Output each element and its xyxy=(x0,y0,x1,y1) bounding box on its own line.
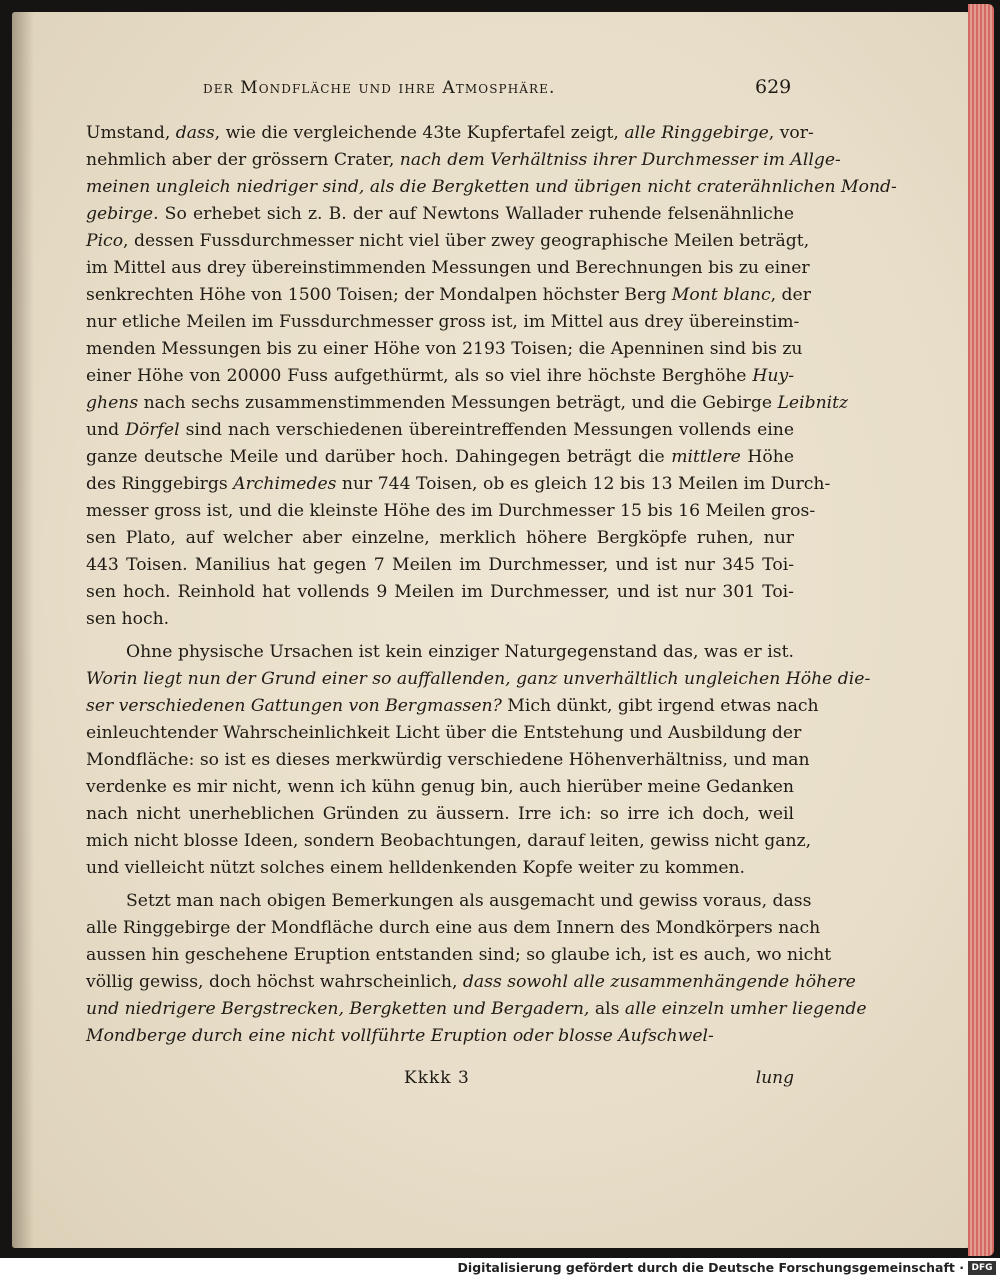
text-span: sind nach verschiedenen übereintreffenden Messungen vollends eine xyxy=(179,420,794,440)
text-line xyxy=(86,525,794,552)
text-line xyxy=(86,747,810,774)
page-footer xyxy=(86,1068,794,1094)
text-line xyxy=(86,774,794,801)
text-span: und xyxy=(86,420,126,440)
text-line xyxy=(86,639,794,666)
text-line xyxy=(86,720,802,747)
page-number: 629 xyxy=(755,76,792,98)
text-line xyxy=(86,336,803,363)
text-span: sen hoch. xyxy=(86,609,170,629)
italic-text: meinen ungleich niedriger sind, als die Bergketten und übrigen nicht craterähnlichen Mond- xyxy=(86,177,897,197)
italic-text: ser verschiedenen Gattungen von Bergmassen? xyxy=(86,696,502,716)
text-span: nur 744 Toisen, ob es gleich 12 bis 13 Meilen im Durch- xyxy=(336,474,831,494)
italic-text: alle Ringgebirge xyxy=(624,123,769,143)
text-span: ganze deutsche Meile und darüber hoch. Dahingegen beträgt die xyxy=(86,447,672,467)
text-line xyxy=(86,693,819,720)
text-line xyxy=(86,471,831,498)
text-span: 443 Toisen. Manilius hat gegen 7 Meilen im Durchmesser, und ist nur 345 Toi- xyxy=(86,555,794,575)
paragraph xyxy=(86,639,871,882)
text-line xyxy=(86,444,794,471)
italic-text: ghens xyxy=(86,393,139,413)
text-line xyxy=(86,828,812,855)
italic-text: alle einzeln umher liegende xyxy=(624,999,867,1019)
text-line xyxy=(86,579,794,606)
text-span: als xyxy=(589,999,625,1019)
text-line xyxy=(86,255,810,282)
text-span: Mich dünkt, gibt irgend etwas nach xyxy=(501,696,819,716)
text-line xyxy=(86,552,794,579)
text-span: und vielleicht nützt solches einem helldenkenden Kopfe weiter zu kommen. xyxy=(86,858,746,878)
spine-shadow xyxy=(12,12,34,1248)
text-span: mich nicht blosse Ideen, sondern Beobachtungen, darauf leiten, gewiss nicht ganz, xyxy=(86,831,812,851)
text-span: , dessen Fussdurchmesser nicht viel über zwey geographische Meilen beträgt, xyxy=(123,231,810,251)
text-line xyxy=(86,363,794,390)
text-span: Ohne physische Ursachen ist kein einziger Naturgegenstand das, was er ist. xyxy=(126,642,794,662)
text-span: nach nicht unerheblichen Gründen zu äussern. Irre ich: so irre ich doch, weil xyxy=(86,804,794,824)
text-span: verdenke es mir nicht, wenn ich kühn genug bin, auch hierüber meine Gedanken xyxy=(86,777,794,797)
text-span: senkrechten Höhe von 1500 Toisen; der Mondalpen höchster Berg xyxy=(86,285,672,305)
text-span: , der xyxy=(770,285,811,305)
text-span: alle Ringgebirge der Mondfläche durch eine aus dem Innern des Mondkörpers nach xyxy=(86,918,821,938)
italic-text: mittlere xyxy=(671,447,741,467)
text-line xyxy=(86,282,811,309)
italic-text: Dörfel xyxy=(125,420,180,440)
text-line xyxy=(86,855,794,882)
text-span: Umstand, xyxy=(86,123,176,143)
paragraph xyxy=(86,888,867,1050)
text-line xyxy=(86,309,800,336)
text-span: nehmlich aber der grössern Crater, xyxy=(86,150,400,170)
body-text xyxy=(86,120,897,1050)
text-line xyxy=(86,915,821,942)
italic-text: nach dem Verhältniss ihrer Durchmesser im Allge- xyxy=(399,150,841,170)
italic-text: dass xyxy=(175,123,215,143)
text-line xyxy=(86,147,841,174)
italic-text: Mondberge durch eine nicht vollführte Eruption oder blosse Aufschwel- xyxy=(86,1026,714,1046)
text-line xyxy=(86,888,812,915)
text-line xyxy=(86,228,810,255)
italic-text: Archimedes xyxy=(233,474,337,494)
text-span: menden Messungen bis zu einer Höhe von 2193 Toisen; die Apenninen sind bis zu xyxy=(86,339,803,359)
running-head xyxy=(0,78,1000,108)
text-span: des Ringgebirgs xyxy=(86,474,234,494)
text-span: So erhebet sich z. B. der auf Newtons Wallader ruhende felsenähnliche xyxy=(158,204,794,224)
red-page-edges xyxy=(968,4,994,1256)
text-span: nach sechs zusammenstimmenden Messungen beträgt, und die Gebirge xyxy=(138,393,778,413)
italic-text: Pico xyxy=(86,231,124,251)
text-line xyxy=(86,666,871,693)
text-span: aussen hin geschehene Eruption entstanden sind; so glaube ich, ist es auch, wo nicht xyxy=(86,945,832,965)
text-span: , vor- xyxy=(768,123,814,143)
italic-text: gebirge. xyxy=(86,204,159,224)
printer-signature: Kkkk 3 xyxy=(404,1068,470,1088)
text-span: nur etliche Meilen im Fussdurchmesser gross ist, im Mittel aus drey übereinstim- xyxy=(86,312,800,332)
digitization-note: Digitalisierung gefördert durch die Deutsche Forschungsgemeinschaft · xyxy=(457,1260,964,1275)
running-head-title: der Mondfläche und ihre Atmosphäre. xyxy=(203,78,556,98)
text-line xyxy=(86,417,794,444)
text-span: Setzt man nach obigen Bemerkungen als ausgemacht und gewiss voraus, dass xyxy=(126,891,812,911)
text-line xyxy=(86,996,867,1023)
digitization-footer xyxy=(0,1258,1000,1278)
italic-text: und niedrigere Bergstrecken, Bergketten und Bergadern, xyxy=(86,999,590,1019)
text-line xyxy=(86,120,814,147)
italic-text: Mont blanc xyxy=(671,285,771,305)
text-span: , wie die vergleichende 43te Kupfertafel zeigt, xyxy=(214,123,625,143)
dfg-logo: DFG xyxy=(968,1261,996,1275)
text-span: sen hoch. Reinhold hat vollends 9 Meilen im Durchmesser, und ist nur 301 Toi- xyxy=(86,582,794,602)
text-line xyxy=(86,1023,794,1050)
text-span: völlig gewiss, doch höchst wahrscheinlich, xyxy=(86,972,463,992)
text-span: Mondfläche: so ist es dieses merkwürdig verschiedene Höhenverhältniss, und man xyxy=(86,750,810,770)
text-line xyxy=(86,390,849,417)
paragraph xyxy=(86,120,897,633)
text-span: im Mittel aus drey übereinstimmenden Messungen und Berechnungen bis zu einer xyxy=(86,258,810,278)
text-line xyxy=(86,174,897,201)
text-line xyxy=(86,498,816,525)
text-line xyxy=(86,201,794,228)
text-span: einer Höhe von 20000 Fuss aufgethürmt, als so viel ihre höchste Berghöhe xyxy=(86,366,753,386)
text-line xyxy=(86,969,856,996)
text-line xyxy=(86,606,794,633)
italic-text: dass sowohl alle zusammenhängende höhere xyxy=(462,972,856,992)
italic-text: Leibnitz xyxy=(777,393,849,413)
text-span: einleuchtender Wahrscheinlichkeit Licht über die Entstehung und Ausbildung der xyxy=(86,723,802,743)
italic-text: Worin liegt nun der Grund einer so auffallenden, ganz unverhältlich ungleichen Höhe die- xyxy=(86,669,871,689)
text-span: messer gross ist, und die kleinste Höhe des im Durchmesser 15 bis 16 Meilen gros- xyxy=(86,501,816,521)
text-span: sen Plato, auf welcher aber einzelne, merklich höhere Bergköpfe ruhen, nur xyxy=(86,528,794,548)
text-span: Höhe xyxy=(740,447,794,467)
italic-text: Huy- xyxy=(752,366,794,386)
text-line xyxy=(86,942,832,969)
catchword: lung xyxy=(755,1068,794,1088)
text-line xyxy=(86,801,794,828)
